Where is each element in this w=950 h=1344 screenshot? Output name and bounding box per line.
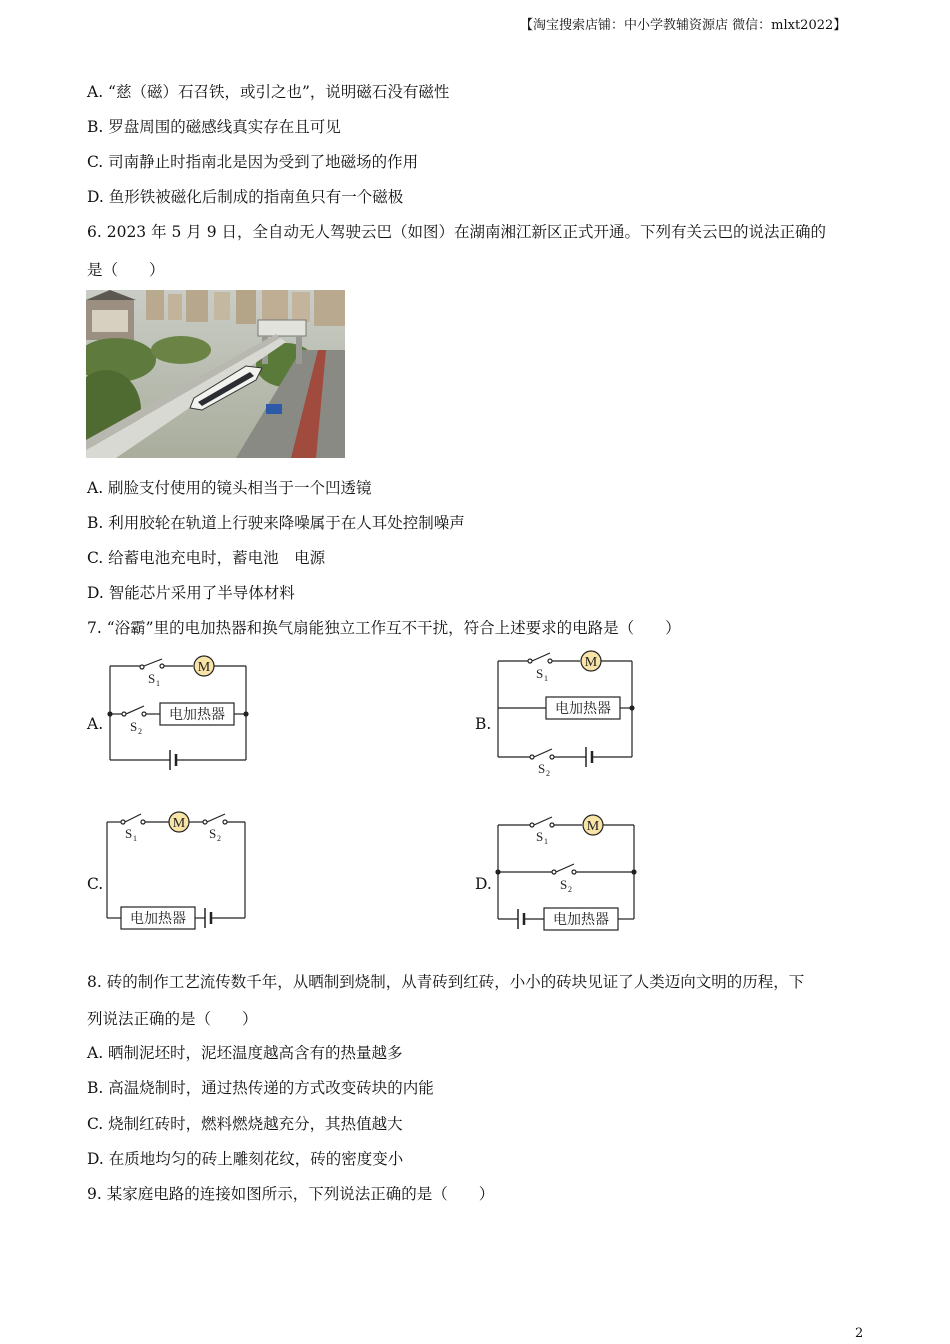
q7-stem: 7. “浴霸”里的电加热器和换气扇能独立工作互不干扰，符合上述要求的电路是（ ）: [87, 619, 681, 637]
q6-stem-line2: 是（ ）: [87, 261, 165, 279]
circuit-b-motor-label: M: [584, 655, 598, 670]
page-number: 2: [855, 1326, 864, 1341]
yunba-train-photo: [86, 290, 345, 458]
q6-option-c: C. 给蓄电池充电时，蓄电池 电源: [87, 549, 326, 567]
circuit-a-s1-label: S: [148, 671, 156, 686]
q6-option-a: A. 刷脸支付使用的镜头相当于一个凹透镜: [87, 479, 372, 497]
circuit-a-heater-label: 电加热器: [169, 708, 225, 723]
circuit-c-label: C.: [87, 875, 104, 893]
q5-option-b: B. 罗盘周围的磁感线真实存在且可见: [87, 118, 341, 136]
circuit-d-s2-label: S: [560, 877, 568, 892]
q9-stem: 9. 某家庭电路的连接如图所示，下列说法正确的是（ ）: [87, 1185, 495, 1203]
circuit-b-s2-sub: 2: [546, 769, 550, 778]
circuit-a-diagram: [100, 650, 260, 784]
q8-option-a: A. 晒制泥坯时，泥坯温度越高含有的热量越多: [87, 1044, 403, 1062]
circuit-d-diagram: [488, 808, 648, 942]
circuit-a-s1-sub: 1: [156, 679, 160, 688]
q8-stem-line1: 8. 砖的制作工艺流传数千年，从晒制到烧制，从青砖到红砖，小小的砖块见证了人类迈向文明的历程，下: [87, 973, 805, 991]
circuit-a-s2-sub: 2: [138, 727, 142, 736]
circuit-c-s1-sub: 1: [133, 834, 137, 843]
q5-option-c: C. 司南静止时指南北是因为受到了地磁场的作用: [87, 153, 419, 171]
q5-option-a: A. “慈（磁）石召铁，或引之也”，说明磁石没有磁性: [87, 83, 450, 101]
circuit-d-heater-label: 电加热器: [553, 913, 609, 928]
circuit-d-s1-sub: 1: [544, 837, 548, 846]
circuit-d-s1-label: S: [536, 829, 544, 844]
circuit-c-diagram: [97, 805, 257, 944]
circuit-a-s2-label: S: [130, 719, 138, 734]
shop-header: 【淘宝搜索店铺：中小学教辅资源店 微信：mlxt2022】: [520, 18, 847, 33]
circuit-c-heater-label: 电加热器: [130, 912, 186, 927]
circuit-d-s2-sub: 2: [568, 885, 572, 894]
circuit-b-diagram: [488, 645, 648, 784]
circuit-d-motor-label: M: [586, 819, 600, 834]
circuit-c-motor-label: M: [172, 816, 186, 831]
circuit-c-s2-sub: 2: [217, 834, 221, 843]
circuit-d-label: D.: [475, 875, 492, 893]
circuit-b-label: B.: [475, 715, 492, 733]
circuit-a-label: A.: [87, 715, 104, 733]
q6-stem-line1: 6. 2023 年 5 月 9 日，全自动无人驾驶云巴（如图）在湖南湘江新区正式开通。下列有关云巴的说法正确的: [87, 223, 827, 241]
circuit-b-s2-label: S: [538, 761, 546, 776]
q8-option-d: D. 在质地均匀的砖上雕刻花纹，砖的密度变小: [87, 1150, 404, 1168]
circuit-b-heater-label: 电加热器: [555, 702, 611, 717]
q8-option-b: B. 高温烧制时，通过热传递的方式改变砖块的内能: [87, 1079, 434, 1097]
circuit-b-s1-sub: 1: [544, 674, 548, 683]
q6-option-d: D. 智能芯片采用了半导体材料: [87, 584, 295, 602]
q6-option-b: B. 利用胶轮在轨道上行驶来降噪属于在人耳处控制噪声: [87, 514, 465, 532]
q8-stem-line2: 列说法正确的是（ ）: [87, 1010, 258, 1028]
circuit-c-s1-label: S: [125, 826, 133, 841]
q8-option-c: C. 烧制红砖时，燃料燃烧越充分，其热值越大: [87, 1115, 403, 1133]
circuit-a-motor-label: M: [197, 660, 211, 675]
circuit-c-s2-label: S: [209, 826, 217, 841]
circuit-b-s1-label: S: [536, 666, 544, 681]
q5-option-d: D. 鱼形铁被磁化后制成的指南鱼只有一个磁极: [87, 188, 404, 206]
